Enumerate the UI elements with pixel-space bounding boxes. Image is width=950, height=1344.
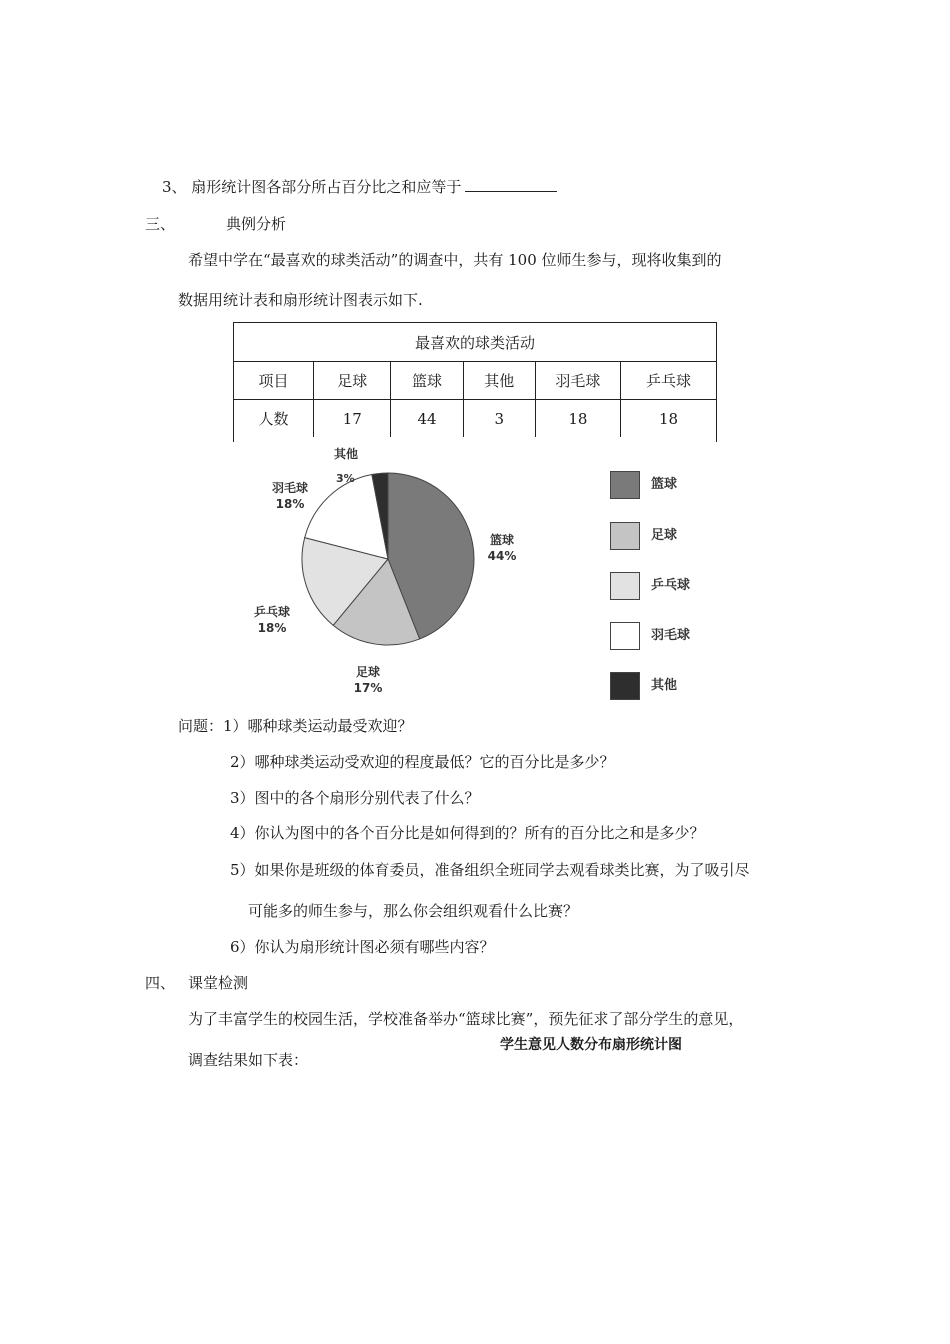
intro-line-1: 希望中学在“最喜欢的球类活动”的调查中，共有 100 位师生参与，现将收集到的 bbox=[188, 251, 722, 269]
question-3: 3）图中的各个扇形分别代表了什么？ bbox=[230, 789, 480, 807]
legend-swatch-football bbox=[610, 522, 640, 550]
pie-label-name: 足球 bbox=[355, 665, 380, 679]
table-header-cell: 足球 bbox=[314, 362, 391, 400]
legend-label: 羽毛球 bbox=[651, 628, 691, 643]
pie-label-pct: 18% bbox=[275, 497, 305, 511]
pie-label-name: 乒乓球 bbox=[253, 605, 290, 619]
section-4-title: 课堂检测 bbox=[188, 974, 249, 992]
legend-swatch-badminton bbox=[610, 622, 640, 650]
legend-label: 篮球 bbox=[651, 477, 678, 492]
question-6: 6）你认为扇形统计图必须有哪些内容？ bbox=[230, 938, 495, 956]
section-4-text-1: 为了丰富学生的校园生活，学校准备举办“篮球比赛”，预先征求了部分学生的意见， bbox=[188, 1010, 744, 1028]
answer-blank bbox=[465, 177, 557, 192]
pie-label-basketball bbox=[480, 532, 524, 564]
pie-chart bbox=[288, 466, 488, 666]
pie-label-other bbox=[334, 446, 374, 485]
section-4-number: 四、 bbox=[145, 974, 176, 992]
section-4-text-2: 调查结果如下表： bbox=[188, 1051, 309, 1069]
table-cell: 3 bbox=[463, 400, 535, 438]
legend-label: 乒乓球 bbox=[651, 578, 691, 593]
pie-label-name: 其他 bbox=[334, 447, 359, 461]
question-text: 1）哪种球类运动最受欢迎？ bbox=[223, 717, 413, 735]
fill-in-question-text: 3、 扇形统计图各部分所占百分比之和应等于 bbox=[162, 178, 462, 196]
intro-line-2: 数据用统计表和扇形统计图表示如下. bbox=[178, 291, 423, 309]
table-edge-tick bbox=[233, 434, 234, 442]
question-5-line-2: 可能多的师生参与，那么你会组织观看什么比赛？ bbox=[248, 902, 579, 920]
legend-label: 足球 bbox=[651, 528, 678, 543]
table-header-cell: 篮球 bbox=[391, 362, 463, 400]
pie-label-pct: 17% bbox=[353, 681, 383, 695]
pie-label-pct: 44% bbox=[487, 549, 517, 563]
table-cell: 人数 bbox=[234, 400, 314, 438]
table-cell: 18 bbox=[535, 400, 620, 438]
favorite-ball-table bbox=[233, 322, 717, 437]
pie-label-football bbox=[346, 664, 390, 696]
pie-label-pct: 3% bbox=[336, 472, 355, 485]
pie-label-name: 羽毛球 bbox=[271, 481, 308, 495]
table-row bbox=[234, 400, 717, 438]
table-cell: 18 bbox=[620, 400, 716, 438]
legend-label: 其他 bbox=[651, 678, 678, 693]
pie-label-pct: 18% bbox=[257, 621, 287, 635]
table-header-cell: 其他 bbox=[463, 362, 535, 400]
section-3-title: 典例分析 bbox=[226, 215, 287, 233]
question-2: 2）哪种球类运动受欢迎的程度最低？它的百分比是多少？ bbox=[230, 753, 615, 771]
pie-label-name: 篮球 bbox=[489, 533, 514, 547]
question-4: 4）你认为图中的各个百分比是如何得到的？所有的百分比之和是多少？ bbox=[230, 824, 705, 842]
section-3-number: 三、 bbox=[145, 215, 176, 233]
table-header-cell: 项目 bbox=[234, 362, 314, 400]
question-1 bbox=[178, 716, 413, 736]
legend-swatch-pingpong bbox=[610, 572, 640, 600]
legend-swatch-basketball bbox=[610, 471, 640, 499]
question-prefix: 问题： bbox=[178, 717, 224, 735]
table-cell: 17 bbox=[314, 400, 391, 438]
table-cell: 44 bbox=[391, 400, 463, 438]
pie-label-pingpong bbox=[244, 604, 300, 636]
fill-in-question bbox=[162, 177, 557, 197]
table-header-cell: 羽毛球 bbox=[535, 362, 620, 400]
table-header-cell: 乒乓球 bbox=[620, 362, 716, 400]
table-edge-tick bbox=[716, 434, 717, 442]
pie-label-badminton bbox=[262, 480, 318, 512]
table-caption: 最喜欢的球类活动 bbox=[234, 323, 717, 362]
table-header-row bbox=[234, 362, 717, 400]
chart-2-title: 学生意见人数分布扇形统计图 bbox=[500, 1037, 682, 1053]
legend-swatch-other bbox=[610, 672, 640, 700]
question-5-line-1: 5）如果你是班级的体育委员，准备组织全班同学去观看球类比赛，为了吸引尽 bbox=[230, 861, 750, 879]
